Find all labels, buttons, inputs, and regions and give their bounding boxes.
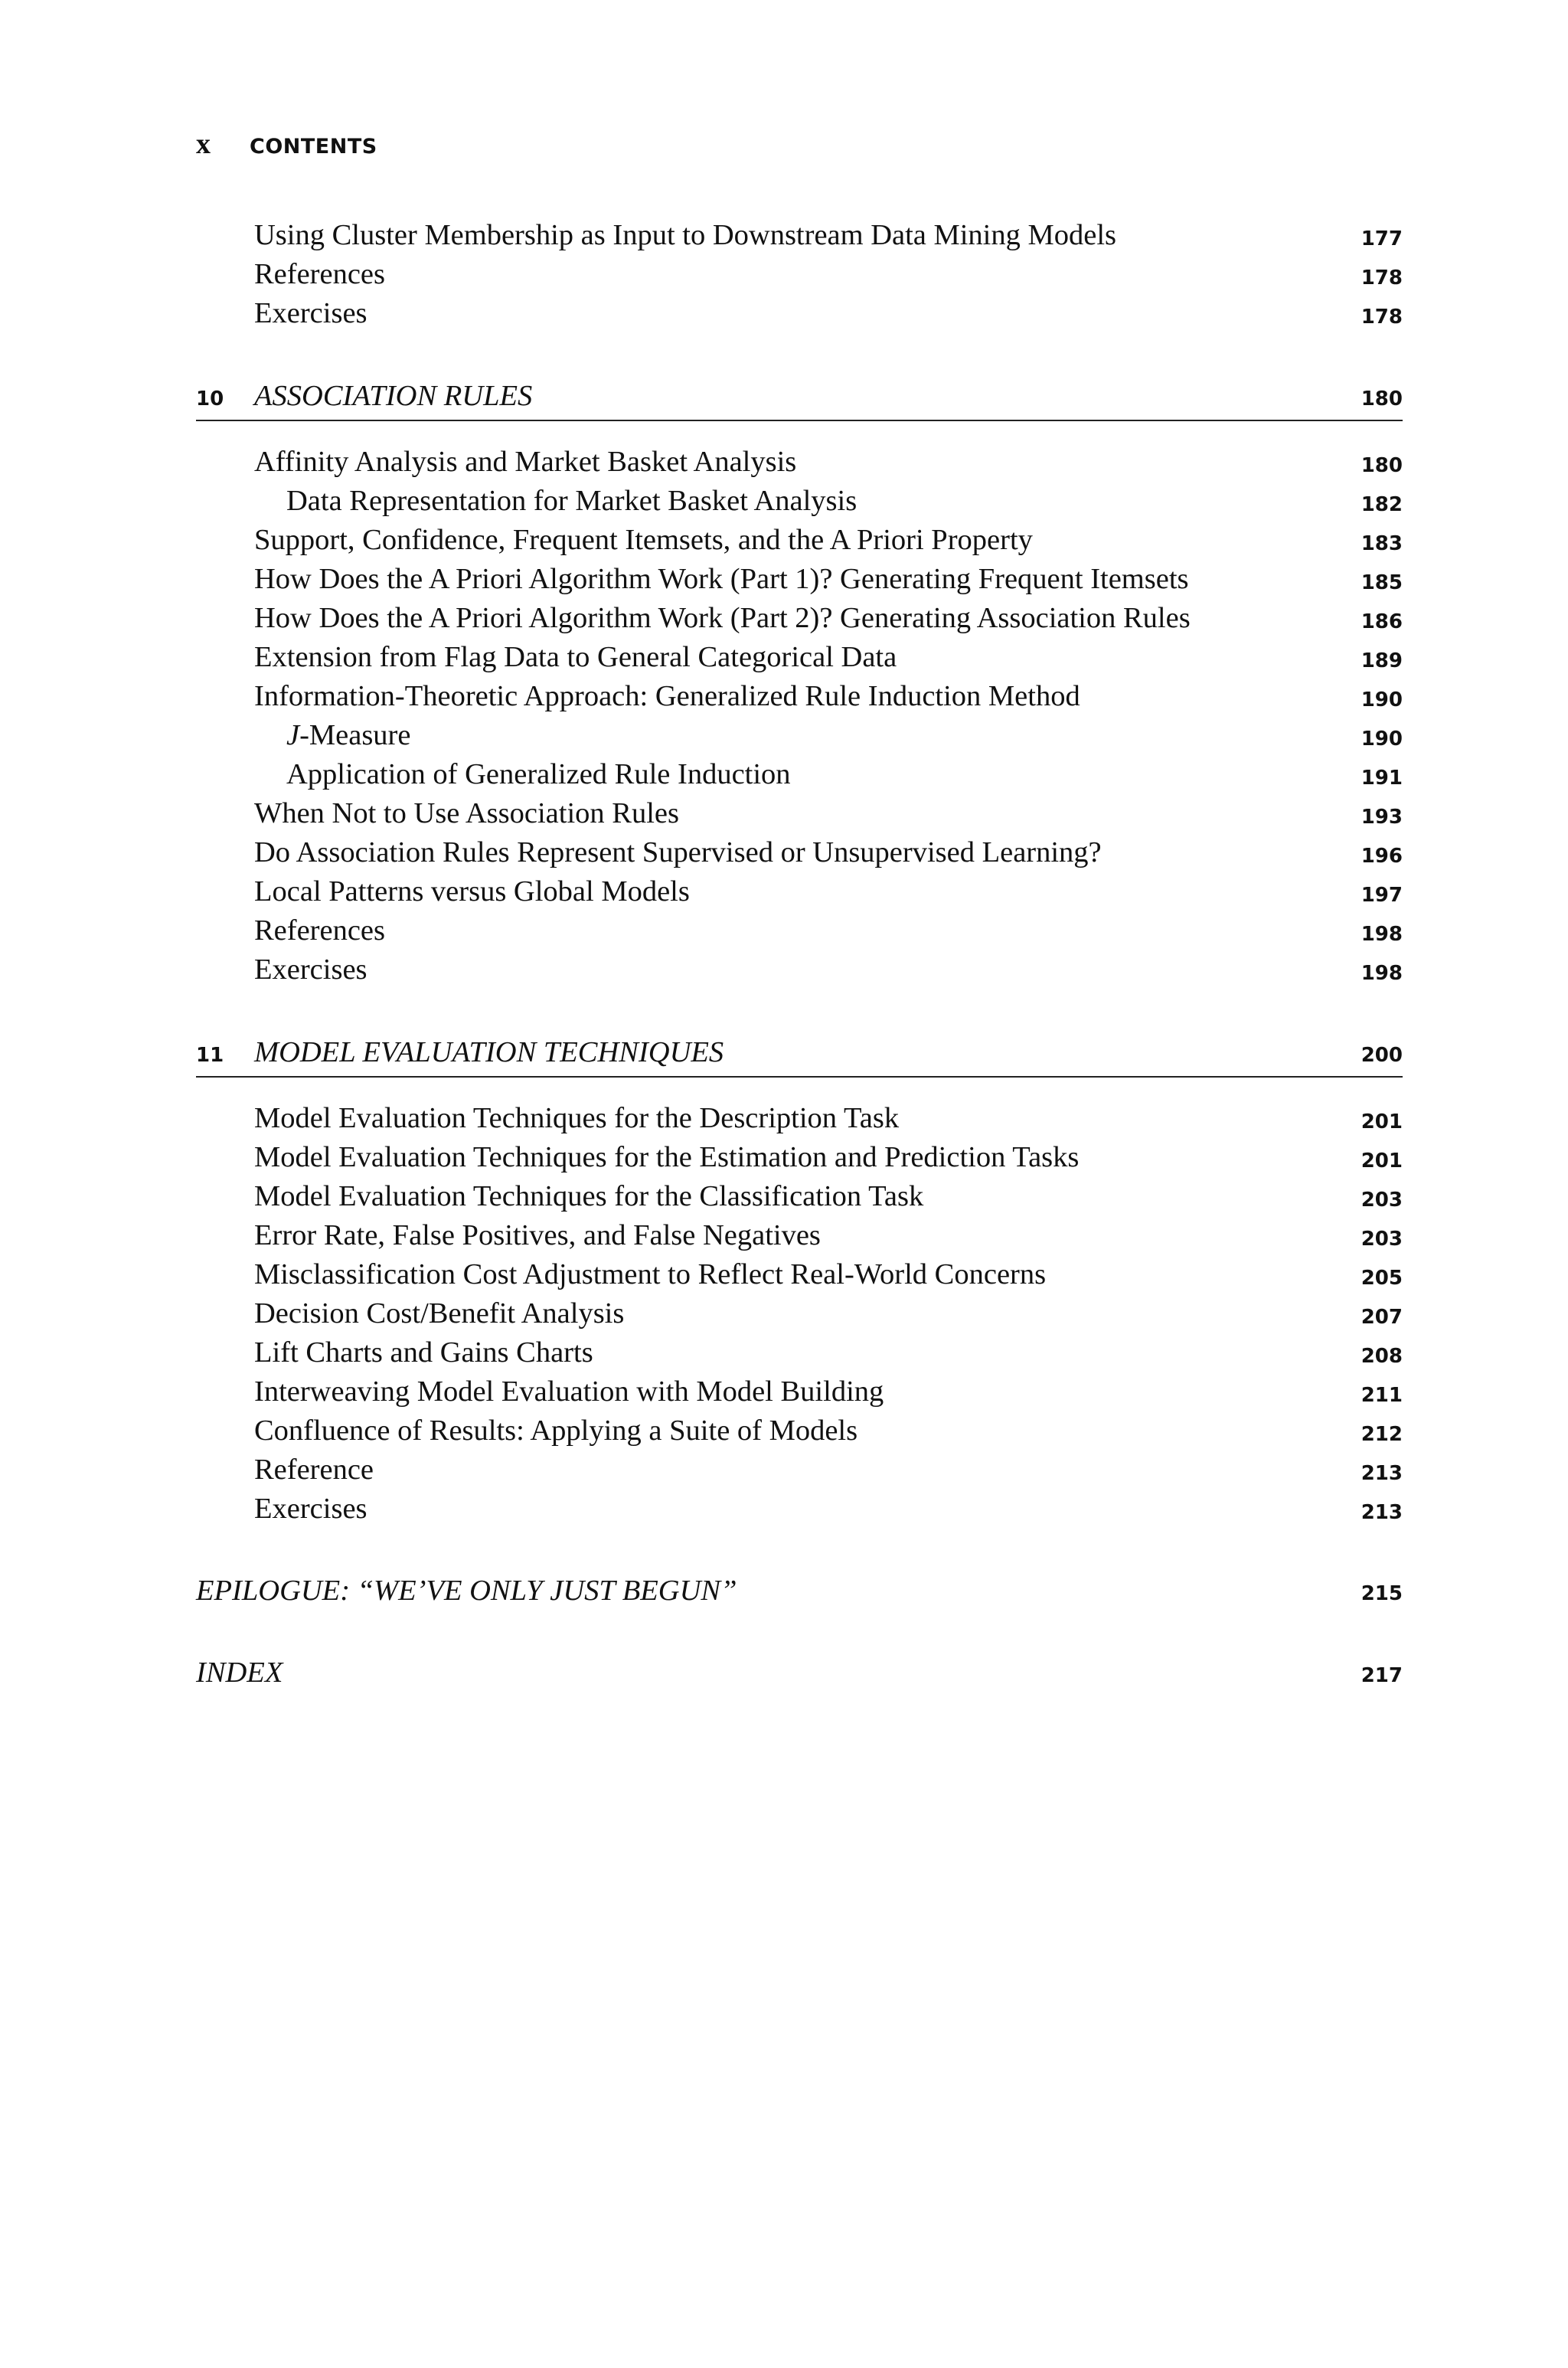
page-header <box>196 127 377 161</box>
toc-subentry[interactable] <box>196 716 1403 755</box>
chapter-number: 11 <box>196 1044 224 1067</box>
epilogue-page: 215 <box>1361 1582 1403 1605</box>
toc-entry[interactable] <box>196 677 1403 716</box>
toc-entry-page: 205 <box>1361 1267 1403 1290</box>
toc-entry-title: Exercises <box>254 297 368 329</box>
toc-entry-title: Extension from Flag Data to General Categorical Data <box>254 641 897 673</box>
toc-entry-title: Information-Theoretic Approach: Generalized Rule Induction Method <box>254 680 1080 712</box>
toc-entry-page: 185 <box>1361 571 1403 594</box>
toc-entry-title: J-Measure <box>286 719 411 751</box>
toc-entry[interactable] <box>196 1099 1403 1138</box>
toc-entry-title: Model Evaluation Techniques for the Classification Task <box>254 1180 924 1212</box>
page-folio: x <box>196 128 211 160</box>
toc-entry-page: 211 <box>1361 1384 1403 1407</box>
toc-entry-page: 196 <box>1361 845 1403 868</box>
toc-entry-title: Model Evaluation Techniques for the Description Task <box>254 1102 900 1134</box>
toc-entry[interactable] <box>196 1372 1403 1411</box>
toc-entry[interactable] <box>196 872 1403 911</box>
toc-entry-page: 193 <box>1361 806 1403 829</box>
toc-entry-page: 183 <box>1361 532 1403 555</box>
toc-entry-page: 177 <box>1361 227 1403 250</box>
toc-entry-title: Exercises <box>254 1493 368 1525</box>
chapter-title: ASSOCIATION RULES <box>254 380 533 412</box>
toc-entry[interactable] <box>196 521 1403 560</box>
chapter-heading-11[interactable] <box>196 1030 1403 1078</box>
toc-entry-page: 201 <box>1361 1110 1403 1133</box>
toc-entry-title: Affinity Analysis and Market Basket Analysis <box>254 446 797 478</box>
toc-entry-title: Misclassification Cost Adjustment to Reflect Real-World Concerns <box>254 1258 1047 1290</box>
toc-entry-title: Do Association Rules Represent Supervised or Unsupervised Learning? <box>254 836 1102 868</box>
toc-entry-title: References <box>254 914 385 947</box>
toc-entry-page: 208 <box>1361 1345 1403 1368</box>
toc-entry-page: 182 <box>1361 493 1403 516</box>
chapter-heading-10[interactable] <box>196 374 1403 421</box>
toc-entry-page: 190 <box>1361 728 1403 751</box>
toc-entry-page: 189 <box>1361 649 1403 672</box>
toc-entry[interactable] <box>196 1490 1403 1529</box>
toc-entry-title: References <box>254 258 385 290</box>
toc-entry-page: 201 <box>1361 1150 1403 1173</box>
toc-entry-title: When Not to Use Association Rules <box>254 797 679 829</box>
toc-entry-page: 203 <box>1361 1189 1403 1212</box>
toc-entry[interactable] <box>196 294 1403 333</box>
chapter-page: 200 <box>1361 1044 1403 1067</box>
toc-entry-page: 186 <box>1361 610 1403 633</box>
toc-entry-page: 198 <box>1361 923 1403 946</box>
toc-entry[interactable] <box>196 950 1403 989</box>
chapter-page: 180 <box>1361 388 1403 410</box>
toc-entry-page: 178 <box>1361 306 1403 329</box>
epilogue-entry[interactable] <box>196 1572 1403 1611</box>
toc-subentry[interactable] <box>196 482 1403 521</box>
toc-subentry[interactable] <box>196 755 1403 794</box>
toc-entry-title: Support, Confidence, Frequent Itemsets, and the A Priori Property <box>254 524 1033 556</box>
toc-entry[interactable] <box>196 216 1403 255</box>
toc-entry-title: Interweaving Model Evaluation with Model Building <box>254 1375 884 1408</box>
toc-entry[interactable] <box>196 255 1403 294</box>
toc-entry-title: Exercises <box>254 953 368 986</box>
toc-entry-title: Application of Generalized Rule Induction <box>286 758 791 790</box>
toc-entry-page: 191 <box>1361 767 1403 790</box>
toc-entry[interactable] <box>196 1333 1403 1372</box>
toc-entry[interactable] <box>196 638 1403 677</box>
toc-entry-page: 212 <box>1361 1423 1403 1446</box>
chapter-number: 10 <box>196 388 224 410</box>
running-head: CONTENTS <box>250 135 377 159</box>
toc-entry-page: 207 <box>1361 1306 1403 1329</box>
index-entry[interactable] <box>196 1653 1403 1693</box>
toc-entry-page: 178 <box>1361 267 1403 289</box>
toc-entry[interactable] <box>196 443 1403 482</box>
toc-entry[interactable] <box>196 1451 1403 1490</box>
toc-entry-page: 203 <box>1361 1228 1403 1251</box>
toc-entry-title: Decision Cost/Benefit Analysis <box>254 1297 625 1330</box>
toc-entry-title: Lift Charts and Gains Charts <box>254 1336 593 1369</box>
toc-entry-title: Local Patterns versus Global Models <box>254 875 690 908</box>
toc-entry-title: Model Evaluation Techniques for the Estimation and Prediction Tasks <box>254 1141 1080 1173</box>
toc-entry[interactable] <box>196 1255 1403 1294</box>
toc-entry[interactable] <box>196 1216 1403 1255</box>
toc-entry[interactable] <box>196 911 1403 950</box>
toc-entry-title: Error Rate, False Positives, and False Negatives <box>254 1219 821 1251</box>
toc-entry[interactable] <box>196 1138 1403 1177</box>
toc-entry-page: 198 <box>1361 962 1403 985</box>
toc-entry[interactable] <box>196 560 1403 599</box>
toc-entry-title: How Does the A Priori Algorithm Work (Part 2)? Generating Association Rules <box>254 602 1191 634</box>
toc-entry-title: Reference <box>254 1454 374 1486</box>
toc-entry-title: Data Representation for Market Basket Analysis <box>286 485 858 517</box>
index-title: INDEX <box>196 1657 283 1689</box>
toc-entry-title: Using Cluster Membership as Input to Downstream Data Mining Models <box>254 219 1116 251</box>
toc-entry[interactable] <box>196 833 1403 872</box>
toc-entry-title: How Does the A Priori Algorithm Work (Part 1)? Generating Frequent Itemsets <box>254 563 1189 595</box>
toc-entry-page: 213 <box>1361 1501 1403 1524</box>
toc-entry[interactable] <box>196 1294 1403 1333</box>
toc-entry-page: 190 <box>1361 688 1403 711</box>
toc-entry-page: 180 <box>1361 454 1403 477</box>
index-page: 217 <box>1361 1664 1403 1687</box>
toc-entry[interactable] <box>196 1411 1403 1451</box>
toc-entry-page: 197 <box>1361 884 1403 907</box>
toc-entry[interactable] <box>196 794 1403 833</box>
toc-entry[interactable] <box>196 1177 1403 1216</box>
toc-entry[interactable] <box>196 599 1403 638</box>
toc-entry-title: Confluence of Results: Applying a Suite of Models <box>254 1415 858 1447</box>
chapter-title: MODEL EVALUATION TECHNIQUES <box>254 1036 724 1068</box>
epilogue-title: EPILOGUE: “WE’VE ONLY JUST BEGUN” <box>196 1575 737 1607</box>
toc-entry-page: 213 <box>1361 1462 1403 1485</box>
